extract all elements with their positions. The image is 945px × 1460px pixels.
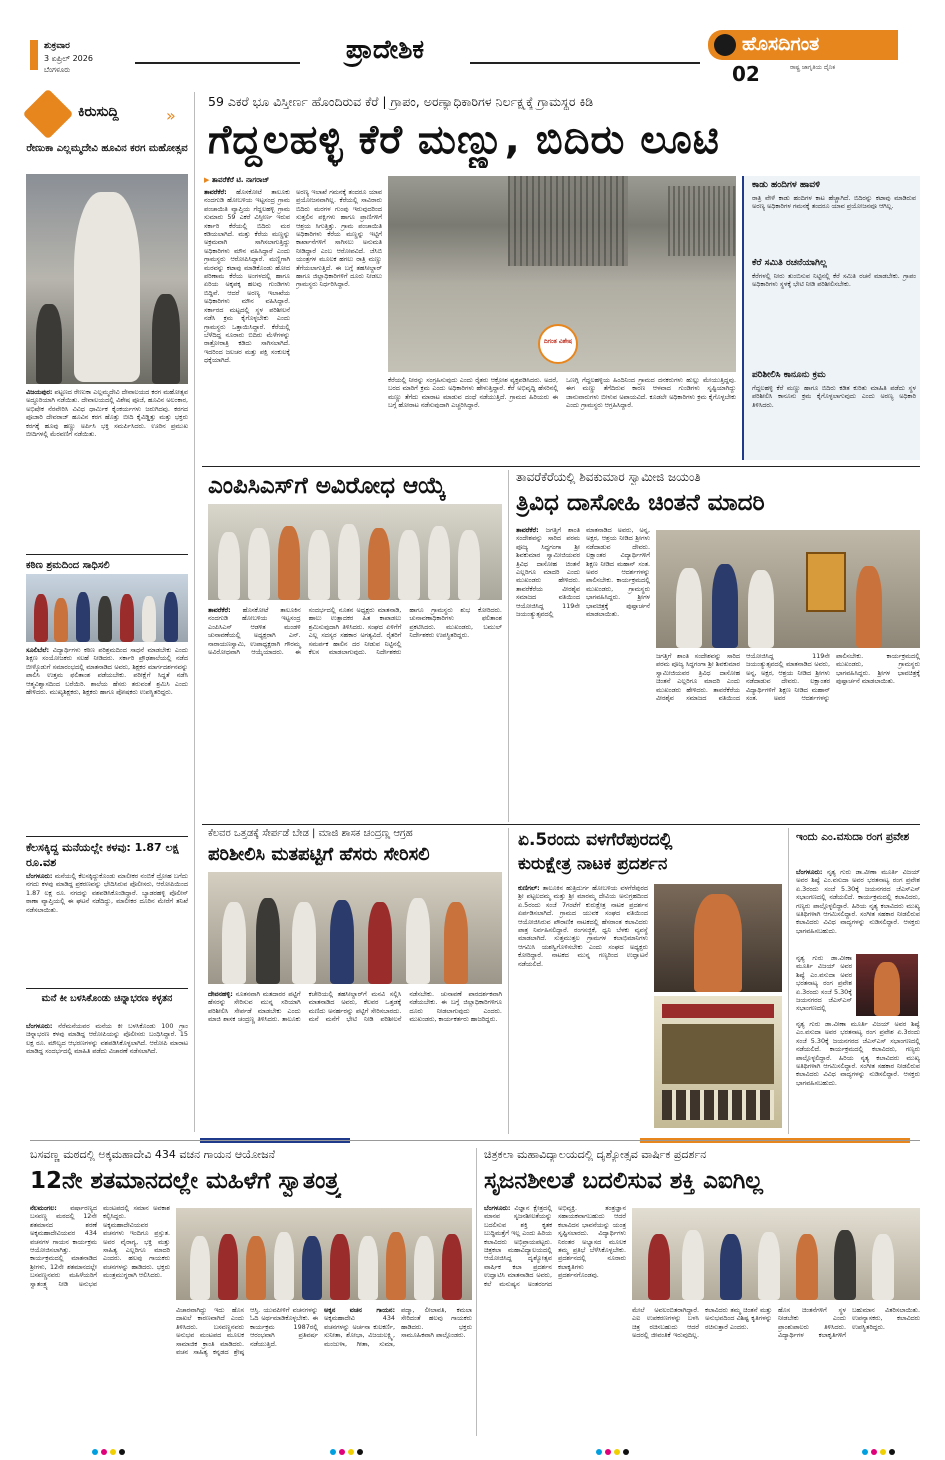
kelavara-body: ದೇವನಹಳ್ಳಿ: ನೂತನವಾಗಿ ಮತದಾರರ ಪಟ್ಟಿಗೆ ಹೆಸರನ್ನು ಸೇರಿಸುವ ಮುನ್ನ ಸರಿಯಾಗಿ ಪರಿಶೀಲಿಸಿ ಸೇರ್ಪಡೆ ಮಾಡಬೇಕು ಎಂದು ಮಾಜಿ ಶಾಸಕ ಚಂದ್ರಣ್ಣ ತಿಳಿಸಿದರು. ತಾಲೂಕು ಕಚೇರಿಯಲ್ಲಿ ತಹಸೀಲ್ದಾರ್‌ಗೆ ಮನವಿ ಸಲ್ಲಿಸಿ ಮಾತನಾಡಿದ ಅವರು, ಕೆಲವರ ಒತ್ತಡಕ್ಕೆ ಮಣಿದು ಅನರ್ಹರನ್ನು ಪಟ್ಟಿಗೆ ಸೇರಿಸಬಾರದು. ಮನೆ ಮನೆಗೆ ಭೇಟಿ ನೀಡಿ ಪರಿಶೀಲನೆ ನಡೆಸಬೇಕು. ಚುನಾವಣೆ ಪಾರದರ್ಶಕವಾಗಿ ನಡೆಯಬೇಕು. ಈ ಬಗ್ಗೆ ಜಿಲ್ಲಾಧಿಕಾರಿಗಳಿಗೂ ದೂರು ನೀಡಲಾಗುವುದು ಎಂದರು. ಮುಖಂಡರು, ಕಾರ್ಯಕರ್ತರು ಹಾಜರಿದ್ದರು. <box>208 990 502 1024</box>
chitrakala-body-right: ಹೊಸ ಚಿಂತನೆಗಳಿಗೆ ಸ್ಥಳ ನೀಡಬೇಕು ಎಂದು ಪ್ರಾಂಶುಪಾಲರು ತಿಳಿಸಿದರು. ವಿದ್ಯಾರ್ಥಿಗಳ ಕಲಾಕೃತಿಗಳಿಗೆ ಬಹುಮಾನ ವಿತರಿಸಲಾಯಿತು. ಉಪನ್ಯಾಸಕರು, ಕಲಾವಿದರು ಉಪಸ್ಥಿತರಿದ್ದರು. <box>778 1306 920 1340</box>
issue-date: 3 ಏಪ್ರಿಲ್ 2026 <box>44 54 93 63</box>
kelavara-kicker: ಕೆಲವರ ಒತ್ತಡಕ್ಕೆ ಸೇರ್ಪಡೆ ಬೇಡ | ಮಾಜಿ ಶಾಸಕ ಚಂದ್ರಣ್ಣ ಆಗ್ರಹ <box>208 828 413 839</box>
vasuda-body-top: ಬೆಂಗಳೂರು: ನೃತ್ಯ ಗುರು ಡಾ.ವೀಣಾ ಮೂರ್ತಿ ವಿಜಯ್ ಅವರ ಶಿಷ್ಯೆ ಎಂ.ವಸುದಾ ಅವರ ಭರತನಾಟ್ಯ ರಂಗ ಪ್ರವೇಶ ಏ.3ರಂದು ಸಂಜೆ 5.30ಕ್ಕೆ ಜಯನಗರದ ಜೆಎಸ್‌ಎಸ್ ಸಭಾಂಗಣದಲ್ಲಿ ನಡೆಯಲಿದೆ. ಕಾರ್ಯಕ್ರಮದಲ್ಲಿ ಕಲಾವಿದರು, ಗಣ್ಯರು ಪಾಲ್ಗೊಳ್ಳಲಿದ್ದಾರೆ. ಹಿರಿಯ ನೃತ್ಯ ಕಲಾವಿದರು ಮುಖ್ಯ ಅತಿಥಿಗಳಾಗಿ ಆಗಮಿಸಲಿದ್ದಾರೆ. ಸಂಗೀತ ಸಹಕಾರ ನೀಡಲಿರುವ ಕಲಾವಿದರು ವಿವಿಧ ವಾದ್ಯಗಳನ್ನು ನುಡಿಸಲಿದ್ದಾರೆ. ಆಸಕ್ತರು ಭಾಗವಹಿಸಬಹುದು. <box>796 868 920 935</box>
kirusuddi-header <box>26 92 188 138</box>
kurukshetra-headline-1: ಏ.5ರಂದು ವಳಗೆರೆಪುರದಲ್ಲಿ <box>518 830 673 850</box>
sidebar-body-2: ಕೆರೆಗಳಲ್ಲಿ ನೀರು ತುಂಬಿಸುವ ನಿಟ್ಟಿನಲ್ಲಿ ಕೆರೆ ಸಮಿತಿ ರಚನೆ ಮಾಡಬೇಕು. ಗ್ರಾಪಂ ಅಧಿಕಾರಿಗಳು ಸ್ಥಳಕ್ಕೆ ಭೇಟಿ ನೀಡಿ ಪರಿಶೀಲಿಸಬೇಕು. <box>752 272 916 289</box>
pointing-hand-icon <box>23 89 74 140</box>
kurukshetra-headline-2: ಕುರುಕ್ಷೇತ್ರ ನಾಟಕ ಪ್ರದರ್ಶನ <box>518 854 668 874</box>
lead-col2: ಅರಣ್ಯ ಇಲಾಖೆ ಗಮನಕ್ಕೆ ತಂದರೂ ಯಾವ ಪ್ರಯೋಜನವಾಗಿಲ್ಲ. ಕೆರೆಯಲ್ಲಿ ಸಾವಿರಾರು ಬಿದಿರು ಮರಗಳ ಗುಂಪು ಇರುವುದರಿಂದ ಸುತ್ತಲಿನ ಪಕ್ಷಿಗಳು ಹಾಗೂ ಪ್ರಾಣಿಗಳಿಗೆ ಆಶ್ರಯ ಸಿಗುತ್ತಿತ್ತು. ಗ್ರಾಮ ಪಂಚಾಯಿತಿ ಅಧಿಕಾರಿಗಳು ಕೆರೆಯ ಮಣ್ಣನ್ನು ಇಟ್ಟಿಗೆ ಕಾರ್ಖಾನೆಗಳಿಗೆ ಸಾಗಿಸಲು ಅನುಮತಿ ನೀಡಿದ್ದಾರೆ ಎಂಬ ಆರೋಪವಿದೆ. ಜೆಸಿಬಿ ಯಂತ್ರಗಳ ಮೂಲಕ ಹಗಲು ರಾತ್ರಿ ಮಣ್ಣು ತೆಗೆಯಲಾಗುತ್ತಿದೆ. ಈ ಬಗ್ಗೆ ತಹಸೀಲ್ದಾರ್ ಹಾಗೂ ಜಿಲ್ಲಾಧಿಕಾರಿಗಳಿಗೆ ದೂರು ನೀಡಲು ಗ್ರಾಮಸ್ಥರು ನಿರ್ಧರಿಸಿದ್ದಾರೆ. <box>296 188 382 289</box>
basavanna-body-mid: ವಿಚಾರವಾಗಿದ್ದು ಇದು ಹೊಸ ದಾಖಲೆ ಕಾರಣವಾಗಿದೆ ಎಂದು ತಿಳಿಸಿದರು. ಬಸವಣ್ಣನವರು ಅನುಭವ ಮಂಟಪದ ಮೂಲಕ ಸಾಮಾಜಿಕ ಕ್ರಾಂತಿ ಮಾಡಿದರು. ವಚನ ಸಾಹಿತ್ಯ ಕನ್ನಡದ ಶ್ರೇಷ್ಠ ಆಸ್ತಿ. ಯುವಪೀಳಿಗೆ ವಚನಗಳನ್ನು ಓದಿ ಅರ್ಥಮಾಡಿಕೊಳ್ಳಬೇಕು. ಈ ಕಾರ್ಯಕ್ರಮ 1987ರಲ್ಲಿ ಆರಂಭವಾಗಿ ಪ್ರತಿವರ್ಷ ನಡೆಯುತ್ತಿದೆ. <box>176 1306 318 1357</box>
lead-col3: ಕೆರೆಯಲ್ಲಿ ನೀರನ್ನು ಸಂಗ್ರಹಿಸುವುದು ಎಂದು ರೈತರು ಆಕ್ರೋಶ ವ್ಯಕ್ತಪಡಿಸಿದರು. ಅದರೆ, ಬರದ ಮಾರಿಗೆ ಕ್ರಮ ಎಂದು ಅಧಿಕಾರಿಗಳು ಹೇಳುತ್ತಿದ್ದಾರೆ. ಕೆರೆ ಅಭಿವೃದ್ಧಿ ಹೆಸರಿನಲ್ಲಿ ಮಣ್ಣು ತೆಗೆದು ಮಾರಾಟ ಮಾಡುವ ದಂಧೆ ನಡೆಯುತ್ತಿದೆ. ಗ್ರಾಮದ ಹಿರಿಯರು ಈ ಬಗ್ಗೆ ಹೋರಾಟ ನಡೆಸುವುದಾಗಿ ಎಚ್ಚರಿಸಿದ್ದಾರೆ. <box>388 376 558 410</box>
drama-character-photo <box>654 884 782 992</box>
kurukshetra-story <box>514 828 782 1134</box>
brief-headline-shrama: ಕಠಿಣ ಶ್ರಮದಿಂದ ಸಾಧಿಸಲಿ <box>26 560 110 571</box>
basavanna-body-left: ನೆಲಮಂಗಲ: ವರ್ಷಾರಣ್ಯದ ಬಸವಣ್ಣ ಮಠದಲ್ಲಿ 12ನೇ ಶತಮಾನದ ಶರಣೆ ಅಕ್ಕಮಹಾದೇವಿಯವರ 434 ವಚನಗಳ ಗಾಯನ ಕಾರ್ಯಕ್ರಮ ಆಯೋಜಿಸಲಾಗಿತ್ತು. ಕಾರ್ಯಕ್ರಮದಲ್ಲಿ ಮಾತನಾಡಿದ ಶ್ರೀಗಳು, 12ನೇ ಶತಮಾನದಲ್ಲೇ ಬಸವಣ್ಣನವರು ಮಹಿಳೆಯರಿಗೆ ಸ್ವಾತಂತ್ರ್ಯ ನೀಡಿ ಅನುಭವ ಮಂಟಪದಲ್ಲಿ ಸಮಾನ ಅವಕಾಶ ಕಲ್ಪಿಸಿದ್ದರು. ಅಕ್ಕಮಹಾದೇವಿಯವರ ವಚನಗಳು ಇಂದಿಗೂ ಪ್ರಸ್ತುತ. ಅವರ ವೈರಾಗ್ಯ, ಭಕ್ತಿ ಮತ್ತು ಸಾಹಿತ್ಯ ಎಲ್ಲರಿಗೂ ಮಾದರಿ ಎಂದರು. ಹಲವು ಗಾಯಕರು ವಚನಗಳನ್ನು ಹಾಡಿದರು. ಭಕ್ತರು ಮಂತ್ರಮುಗ್ಧರಾಗಿ ಆಲಿಸಿದರು. <box>30 1204 170 1288</box>
lead-col1: ತಾವರೆಕೆರೆ: ಹೊಸಕೋಟೆ ತಾಲೂಕು ನಂದಗುಡಿ ಹೋಬಳಿಯ ಇಟ್ಟಸಂದ್ರ ಗ್ರಾಮ ಪಂಚಾಯಿತಿ ವ್ಯಾಪ್ತಿಯ ಗೆದ್ದಲಹಳ್ಳಿ ಗ್ರಾಮ ಸುಮಾರು 59 ಎಕರೆ ವಿಸ್ತೀರ್ಣ ಇರುವ ಸರ್ಕಾರಿ ಕೆರೆಯಲ್ಲಿ ಬಿದಿರು ಮರ ಕಡಿಯಲಾಗಿದೆ. ಮತ್ತು ಕೆರೆಯ ಮಣ್ಣನ್ನು ಅಕ್ರಮವಾಗಿ ಸಾಗಿಸಲಾಗುತ್ತಿದ್ದು ಅಧಿಕಾರಿಗಳು ಮೌನ ವಹಿಸಿದ್ದಾರೆ ಎಂದು ಗ್ರಾಮಸ್ಥರು ಆರೋಪಿಸಿದ್ದಾರೆ. ಮಣ್ಣಿಗಾಗಿ ಮರವನ್ನು ಕಟಾವು ಮಾಡಿಕೊಂಡು ಹೋದ ಪರಿಣಾಮ ಕೆರೆಯ ಅಂಗಳದಲ್ಲಿ ಹಾಗೂ ಏರಿಯ ಅಕ್ಕಪಕ್ಕ ಹಲವು ಗುಂಡಿಗಳು ಬಿದ್ದಿವೆ. ಆದರೆ ಅರಣ್ಯ ಇಲಾಖೆಯ ಅಧಿಕಾರಿಗಳು ಮೌನ ವಹಿಸಿದ್ದಾರೆ. ಸರ್ಕಾರದ ಮಟ್ಟದಲ್ಲಿ ಸ್ಥಳ ಪರಿಶೀಲನೆ ನಡೆಸಿ ಕ್ರಮ ಕೈಗೊಳ್ಳಬೇಕು ಎಂದು ಗ್ರಾಮಸ್ಥರು ಒತ್ತಾಯಿಸಿದ್ದಾರೆ. ಕೆರೆಯಲ್ಲಿ ಬೆಳೆದಿದ್ದ ನೂರಾರು ಬಿದಿರು ಮೆಳೆಗಳನ್ನು ರಾತ್ರೋರಾತ್ರಿ ಕಡಿದು ಸಾಗಿಸಲಾಗಿದೆ. ಇದರಿಂದ ಜಲಚರ ಮತ್ತು ಪಕ್ಷಿ ಸಂಕುಲಕ್ಕೆ ಧಕ್ಕೆಯಾಗಿದೆ. <box>204 188 290 365</box>
basavanna-headline: 12ನೇ ಶತಮಾನದಲ್ಲೇ ಮಹಿಳೆಗೆ ಸ್ವಾತಂತ್ರ್ಯ <box>30 1168 343 1194</box>
stamp-text: ದಿಗಂತ ವಿಶೇಷ <box>543 338 573 345</box>
dancer-photo <box>856 954 918 1016</box>
sidebar-body-1: ರಾತ್ರಿ ವೇಳೆ ಕಾಡು ಹಂದಿಗಳ ಕಾಟ ಹೆಚ್ಚಾಗಿದೆ. ಬಿದಿರನ್ನು ಕಟಾವು ಮಾಡಿರುವ ಅರಣ್ಯ ಅಧಿಕಾರಿಗಳ ಗಮನಕ್ಕೆ ತಂದರೂ ಯಾವ ಪ್ರಯೋಜನವೂ ಆಗಿಲ್ಲ. <box>752 194 916 211</box>
vachana-gayana-photo <box>176 1208 472 1300</box>
masthead <box>0 0 945 88</box>
brief-body-shrama: ಸೂಲಿಬೆಲೆ: ವಿದ್ಯಾರ್ಥಿಗಳು ಕಠಿಣ ಪರಿಶ್ರಮದಿಂದ ಸಾಧನೆ ಮಾಡಬೇಕು ಎಂದು ಶಿಕ್ಷಣ ಸಂಯೋಜಕರು ಸಲಹೆ ನೀಡಿದರು. ಸರ್ಕಾರಿ ಪ್ರೌಢಶಾಲೆಯಲ್ಲಿ ನಡೆದ ಬೀಳ್ಕೊಡುಗೆ ಸಮಾರಂಭದಲ್ಲಿ ಮಾತನಾಡಿದ ಅವರು, ಶಿಕ್ಷಕರ ಮಾರ್ಗದರ್ಶನವನ್ನು ಪಾಲಿಸಿ ಉತ್ತಮ ಫಲಿತಾಂಶ ಪಡೆಯಬೇಕು. ಪರೀಕ್ಷೆಗೆ ಸಿದ್ಧತೆ ನಡೆಸಿ ಆತ್ಮವಿಶ್ವಾಸದಿಂದ ಬರೆಯಿರಿ. ಶಾಲೆಯ ಹೆಸರು ತರುವಂತೆ ಶ್ರಮಿಸಿ ಎಂದು ಹೇಳಿದರು. ಮುಖ್ಯಶಿಕ್ಷಕರು, ಶಿಕ್ಷಕರು ಹಾಗೂ ಪೋಷಕರು ಉಪಸ್ಥಿತರಿದ್ದರು. <box>26 646 188 697</box>
page-number: 02 <box>732 62 760 86</box>
kirusuddi-column <box>26 92 188 1132</box>
column-rule <box>194 92 195 1132</box>
divider <box>26 554 188 555</box>
lead-headline: ಗೆದ್ದಲಹಳ್ಳಿ ಕೆರೆ ಮಣ್ಣು, ಬಿದಿರು ಲೂಟಿ <box>208 117 720 163</box>
brief-body-renuka <box>26 388 188 548</box>
brief-text: ಪಟ್ಟಣದ ರೇಣುಕಾ ಎಲ್ಲಮ್ಮದೇವಿ ದೇವಾಲಯದ ಕರಗ ಮಹೋತ್ಸವ ಅದ್ಧೂರಿಯಾಗಿ ನಡೆಯಿತು. ದೇವಾಲಯದಲ್ಲಿ ವಿಶೇಷ ಪೂಜೆ, ಹೂವಿನ ಅಲಂಕಾರ, ಅಭಿಷೇಕ ನೆರವೇರಿಸಿ ವಿವಿಧ ಧಾರ್ಮಿಕ ಕೈಂಕರ್ಯಗಳು ಜರುಗಿದವು. ಕರಗದ ಪೂಜಾರಿ ದೇವರಾಜ್ ಹೂವಿನ ಕರಗ ಹೊತ್ತು ಬೀದಿ ಕೈವಿಡ್ಡಿತ್ತು ಮತ್ತು ಭಕ್ತರು ಕರಗಕ್ಕೆ ಹೂವು ಹಣ್ಣು ಅರ್ಪಿಸಿ ಭಕ್ತಿ ಸಮರ್ಪಿಸಿದರು. ಊರಿನ ಪ್ರಮುಖ ಬೀದಿಗಳಲ್ಲಿ ಮೆರವಣಿಗೆ ನಡೆಯಿತು. <box>26 388 188 439</box>
registration-marks <box>92 1440 128 1459</box>
divider <box>26 988 188 989</box>
column-rule <box>508 470 509 822</box>
shivakumar-kicker: ತಾವರೆಕೆರೆಯಲ್ಲಿ ಶಿವಕುಮಾರ ಸ್ವಾಮೀಜಿ ಜಯಂತಿ <box>516 470 701 484</box>
mpcs-story <box>202 470 502 822</box>
drama-poster <box>654 996 782 1128</box>
registration-marks <box>596 1440 632 1459</box>
digantha-vishesha-stamp <box>538 324 578 364</box>
sidebar-body-3: ಗೆದ್ದಲಹಳ್ಳಿ ಕೆರೆ ಮಣ್ಣು ಹಾಗೂ ಬಿದಿರು ಕಡಿತ ಕುರಿತು ಮಾಹಿತಿ ಪಡೆದು ಸ್ಥಳ ಪರಿಶೀಲಿಸಿ ಕಾನೂನು ಕ್ರಮ ಕೈಗೊಳ್ಳಲಾಗುವುದು ಎಂದು ಅರಣ್ಯ ಅಧಿಕಾರಿ ತಿಳಿಸಿದರು. <box>752 384 916 409</box>
chitrakala-kicker: ಚಿತ್ರಕಲಾ ಮಹಾವಿದ್ಯಾಲಯದಲ್ಲಿ ದೃಶ್ಯೋತ್ಸವ ವಾರ್ಷಿಕ ಪ್ರದರ್ಶನ <box>484 1148 707 1161</box>
chevron-right-icon: ▶ <box>204 176 210 184</box>
registration-marks <box>330 1440 366 1459</box>
shivakumar-story <box>514 470 920 822</box>
lead-col4: ಒಣಗ್ಗಿ ಗೆದ್ದಲಹಳ್ಳಿಯ ಹಿಂದಿನಿಂದ ಗ್ರಾಮದ ದನಕರುಗಳು ಹುಲ್ಲು ಮೇಯುತ್ತಿದ್ದವು. ಈಗ ಮಣ್ಣು ತೆಗೆದಿರುವ ಕಾರಣ ಆಳವಾದ ಗುಂಡಿಗಳು ಸೃಷ್ಟಿಯಾಗಿದ್ದು ಜಾನುವಾರುಗಳು ಬೀಳುವ ಅಪಾಯವಿದೆ. ಕೂಡಲೇ ಅಧಿಕಾರಿಗಳು ಕ್ರಮ ಕೈಗೊಳ್ಳಬೇಕು ಎಂದು ಗ್ರಾಮಸ್ಥರು ಆಗ್ರಹಿಸಿದ್ದಾರೆ. <box>566 376 736 410</box>
shivakumar-body-left: ತಾವರೆಕೆರೆ: ಜಗತ್ತಿಗೆ ಶಾಂತಿ ಸಂದೇಶವನ್ನು ಸಾರಿದ ಪರಮ ಪೂಜ್ಯ ಸಿದ್ಧಗಂಗಾ ಶ್ರೀ ಶಿವಕುಮಾರ ಸ್ವಾಮೀಜಿಯವರ ತ್ರಿವಿಧ ದಾಸೋಹ ಚಿಂತನೆ ಎಲ್ಲರಿಗೂ ಮಾದರಿ ಎಂದು ಮುಖಂಡರು ಹೇಳಿದರು. ತಾವರೆಕೆರೆಯ ವೀರಶೈವ ಸಮಾಜದ ವತಿಯಿಂದ ಆಯೋಜಿಸಿದ್ದ 119ನೇ ಜಯಂತ್ಯುತ್ಸವದಲ್ಲಿ ಮಾತನಾಡಿದ ಅವರು, ಅನ್ನ, ಅಕ್ಷರ, ಆಶ್ರಯ ನೀಡಿದ ಶ್ರೀಗಳು ನಡೆದಾಡುವ ದೇವರು. ಲಕ್ಷಾಂತರ ವಿದ್ಯಾರ್ಥಿಗಳಿಗೆ ಶಿಕ್ಷಣ ನೀಡಿದ ಮಹಾನ್ ಸಂತ. ಅವರ ಆದರ್ಶಗಳನ್ನು ಪಾಲಿಸಬೇಕು. ಕಾರ್ಯಕ್ರಮದಲ್ಲಿ ಮುಖಂಡರು, ಗ್ರಾಮಸ್ಥರು ಭಾಗವಹಿಸಿದ್ದರು. ಶ್ರೀಗಳ ಭಾವಚಿತ್ರಕ್ಕೆ ಪುಷ್ಪಾರ್ಚನೆ ಮಾಡಲಾಯಿತು. <box>516 526 650 619</box>
portrait-frame <box>806 552 846 612</box>
column-rule <box>508 828 509 1134</box>
chitrakala-headline: ಸೃಜನಶೀಲತೆ ಬದಲಿಸುವ ಶಕ್ತಿ ಎಐಗಿಲ್ಲ <box>484 1168 763 1194</box>
vasuda-headline: ಇಂದು ಎಂ.ವಸುದಾ ರಂಗ ಪ್ರವೇಶ <box>796 831 910 843</box>
shivakumar-headline: ತ್ರಿವಿಧ ದಾಸೋಹಿ ಚಿಂತನೆ ಮಾದರಿ <box>516 490 765 516</box>
lotus-icon <box>714 34 736 56</box>
brief-body-key: ಬೆಂಗಳೂರು: ನೆರೆಮನೆಯವರ ಮನೆಯ ಕೀ ಬಳಸಿಕೊಂಡು 100 ಗ್ರಾಂ ಚಿನ್ನಾಭರಣ ಕಳವು ಮಾಡಿದ್ದ ಆರೋಪಿಯನ್ನು ಪೊಲೀಸರು ಬಂಧಿಸಿದ್ದಾರೆ. 15 ಲಕ್ಷ ರೂ. ಮೌಲ್ಯದ ಆಭರಣಗಳನ್ನು ವಶಪಡಿಸಿಕೊಳ್ಳಲಾಗಿದೆ. ಆರೋಪಿ ಮಾರಾಟ ಮಾಡಿದ್ದ ಸಂದರ್ಭದಲ್ಲಿ ಮಾಹಿತಿ ಪಡೆದು ವಿಚಾರಣೆ ನಡೆಸಲಾಗಿದೆ. <box>26 1022 188 1056</box>
column-rule <box>476 1148 477 1436</box>
lead-story <box>202 92 920 464</box>
brief-headline-kalavu: ಕೆಲಸಕ್ಕಿದ್ದ ಮನೆಯಲ್ಲೇ ಕಳವು: 1.87 ಲಕ್ಷ ರೂ.ವಶ <box>26 841 179 869</box>
paper-name: ಹೊಸದಿಗಂತ <box>742 33 820 55</box>
sidebar-head-3: ಪರಿಶೀಲಿಸಿ ಕಾನೂನು ಕ್ರಮ <box>752 370 826 380</box>
mpcs-photo <box>208 504 502 600</box>
folio-left-bar <box>30 40 38 70</box>
brief-headline-key: ಮನೆ ಕೀ ಬಳಸಿಕೊಂಡು ಚಿನ್ನಾಭರಣ ಕಳ್ಳತನ <box>41 993 173 1004</box>
column-rule <box>788 828 789 1134</box>
chevron-right-icon: » <box>166 106 176 125</box>
vasuda-body-left: ನೃತ್ಯ ಗುರು ಡಾ.ವೀಣಾ ಮೂರ್ತಿ ವಿಜಯ್ ಅವರ ಶಿಷ್ಯೆ ಎಂ.ವಸುದಾ ಅವರ ಭರತನಾಟ್ಯ ರಂಗ ಪ್ರವೇಶ ಏ.3ರಂದು ಸಂಜೆ 5.30ಕ್ಕೆ ಜಯನಗರದ ಜೆಎಸ್‌ಎಸ್ ಸಭಾಂಗಣದಲ್ಲಿ <box>796 954 852 1013</box>
vasuda-body-bottom: ನೃತ್ಯ ಗುರು ಡಾ.ವೀಣಾ ಮೂರ್ತಿ ವಿಜಯ್ ಅವರ ಶಿಷ್ಯೆ ಎಂ.ವಸುದಾ ಅವರ ಭರತನಾಟ್ಯ ರಂಗ ಪ್ರವೇಶ ಏ.3ರಂದು ಸಂಜೆ 5.30ಕ್ಕೆ ಜಯನಗರದ ಜೆಎಸ್‌ಎಸ್ ಸಭಾಂಗಣದಲ್ಲಿ ನಡೆಯಲಿದೆ. ಕಾರ್ಯಕ್ರಮದಲ್ಲಿ ಕಲಾವಿದರು, ಗಣ್ಯರು ಪಾಲ್ಗೊಳ್ಳಲಿದ್ದಾರೆ. ಹಿರಿಯ ನೃತ್ಯ ಕಲಾವಿದರು ಮುಖ್ಯ ಅತಿಥಿಗಳಾಗಿ ಆಗಮಿಸಲಿದ್ದಾರೆ. ಸಂಗೀತ ಸಹಕಾರ ನೀಡಲಿರುವ ಕಲಾವಿದರು ವಿವಿಧ ವಾದ್ಯಗಳನ್ನು ನುಡಿಸಲಿದ್ದಾರೆ. ಆಸಕ್ತರು ಭಾಗವಹಿಸಬಹುದು. <box>796 1020 920 1087</box>
lead-sidebar <box>742 176 920 460</box>
chitrakala-body-left: ಬೆಂಗಳೂರು: ವಿಜ್ಞಾನ ಕ್ಷೇತ್ರದಲ್ಲಿ ಮಾನವ ಸೃಜನಶೀಲತೆಯನ್ನು ಬದಲಿಸುವ ಶಕ್ತಿ ಕೃತಕ ಬುದ್ಧಿಮತ್ತೆಗೆ ಇಲ್ಲ ಎಂದು ಹಿರಿಯ ಕಲಾವಿದರು ಅಭಿಪ್ರಾಯಪಟ್ಟರು. ಚಿತ್ರಕಲಾ ಮಹಾವಿದ್ಯಾಲಯದಲ್ಲಿ ಆಯೋಜಿಸಿದ್ದ ದೃಶ್ಯೋತ್ಸವ ವಾರ್ಷಿಕ ಕಲಾ ಪ್ರದರ್ಶನ ಉದ್ಘಾಟಿಸಿ ಮಾತನಾಡಿದ ಅವರು, ಕಲೆ ಮನುಷ್ಯನ ಅಂತರಂಗದ ಅಭಿವ್ಯಕ್ತಿ. ತಂತ್ರಜ್ಞಾನ ಸಹಾಯಕವಾಗಬಹುದು ಆದರೆ ಕಲಾವಿದನ ಭಾವನೆಯನ್ನು ಯಂತ್ರ ಸೃಷ್ಟಿಸಲಾರದು. ವಿದ್ಯಾರ್ಥಿಗಳು ನಿರಂತರ ಅಭ್ಯಾಸದ ಮೂಲಕ ತಮ್ಮ ಪ್ರತಿಭೆ ಬೆಳೆಸಿಕೊಳ್ಳಬೇಕು. ಪ್ರದರ್ಶನದಲ್ಲಿ ನೂರಾರು ಕಲಾಕೃತಿಗಳು ಪ್ರದರ್ಶನಗೊಂಡವು. <box>484 1204 626 1288</box>
chitrakala-story <box>482 1148 920 1436</box>
divider <box>202 824 920 825</box>
brief-headline-renuka: ರೇಣುಕಾ ಎಲ್ಲಮ್ಮದೇವಿ ಹೂವಿನ ಕರಗ ಮಹೋತ್ಸವ <box>26 143 188 154</box>
kelavara-headline: ಪರಿಶೀಲಿಸಿ ಮತಪಟ್ಟಿಗೆ ಹೆಸರು ಸೇರಿಸಲಿ <box>208 844 430 865</box>
byline-name: ತಾವರೆಕೆರೆ ಟಿ. ನಾಗರಾಜ್ <box>211 176 270 184</box>
mpcs-body: ತಾವರೆಕೆರೆ: ಹೊಸಕೋಟೆ ತಾಲೂಕಿನ ನಂದಗುಡಿ ಹೋಬಳಿಯ ಇಟ್ಟಸಂದ್ರ ಎಂಪಿಸಿಎಸ್ ಆಡಳಿತ ಮಂಡಳಿ ಚುನಾವಣೆಯಲ್ಲಿ ಅಧ್ಯಕ್ಷರಾಗಿ ಎನ್. ನಾರಾಯಣಸ್ವಾಮಿ, ಉಪಾಧ್ಯಕ್ಷರಾಗಿ ಗೌರಮ್ಮ ಅವಿರೋಧವಾಗಿ ಆಯ್ಕೆಯಾದರು. ಈ ಸಂದರ್ಭದಲ್ಲಿ ನೂತನ ಅಧ್ಯಕ್ಷರು ಮಾತನಾಡಿ, ಹಾಲು ಉತ್ಪಾದಕರ ಹಿತ ಕಾಪಾಡಲು ಶ್ರಮಿಸುವುದಾಗಿ ತಿಳಿಸಿದರು. ಸಂಘದ ಏಳಿಗೆಗೆ ಎಲ್ಲ ಸದಸ್ಯರ ಸಹಕಾರ ಅಗತ್ಯವಿದೆ. ರೈತರಿಗೆ ಸಮರ್ಪಕ ಹಾಲಿನ ದರ ನೀಡುವ ನಿಟ್ಟಿನಲ್ಲಿ ಕೆಲಸ ಮಾಡಲಾಗುವುದು. ನಿರ್ದೇಶಕರು ಹಾಗೂ ಗ್ರಾಮಸ್ಥರು ಶುಭ ಕೋರಿದರು. ಚುನಾವಣಾಧಿಕಾರಿಗಳು ಫಲಿತಾಂಶ ಪ್ರಕಟಿಸಿದರು. ಮುಖಂಡರು, ಬಮುಲ್ ನಿರ್ದೇಶಕರು ಉಪಸ್ಥಿತರಿದ್ದರು. <box>208 606 502 657</box>
brief-dateline: ವಿಜಯಪುರ: <box>26 388 53 396</box>
basavanna-kicker: ಬಸವಣ್ಣ ಮಠದಲ್ಲಿ ಅಕ್ಕಮಹಾದೇವಿ 434 ವಚನ ಗಾಯನ ಆಯೋಜನೆ <box>30 1148 276 1161</box>
lead-kicker: 59 ಎಕರೆ ಭೂ ವಿಸ್ತೀರ್ಣ ಹೊಂದಿರುವ ಕೆರೆ | ಗ್ರಾಪಂ, ಅರಣ್ಯಾಧಿಕಾರಿಗಳ ನಿರ್ಲಕ್ಷ್ಯಕ್ಕೆ ಗ್ರಾಮಸ್ಥರ ಕಿಡಿ <box>208 94 594 109</box>
paper-tagline: ರಾಷ್ಟ್ರ ಜಾಗೃತಿಯ ದೈನಿಕ <box>790 64 836 71</box>
kelavara-story <box>202 828 502 1134</box>
shivakumar-photo <box>656 530 920 648</box>
basavanna-story <box>26 1148 472 1436</box>
issue-day: ಶುಕ್ರವಾರ <box>44 41 70 51</box>
kelavara-photo <box>208 872 502 984</box>
karaga-photo <box>26 174 188 384</box>
paper-logo <box>708 30 898 60</box>
mpcs-headline: ಎಂಪಿಸಿಎಸ್‌ಗೆ ಅವಿರೋಧ ಆಯ್ಕೆ <box>208 473 446 499</box>
byline <box>204 176 382 185</box>
brief-body-kalavu: ಬೆಂಗಳೂರು: ಮನೆಯಲ್ಲಿ ಕೆಲಸಕ್ಕಿದ್ದುಕೊಂಡು ಮಾಲೀಕರ ನಂಬಿಕೆ ದ್ರೋಹ ಬಗೆದು ನಗದು ಕಳವು ಮಾಡಿದ್ದ ಪ್ರಕರಣವನ್ನು ಭೇದಿಸಿರುವ ಪೊಲೀಸರು, ಆರೋಪಿಯಿಂದ 1.87 ಲಕ್ಷ ರೂ. ನಗದನ್ನು ವಶಪಡಿಸಿಕೊಂಡಿದ್ದಾರೆ. ಬ್ಯಾಡರಹಳ್ಳಿ ಪೊಲೀಸ್ ಠಾಣಾ ವ್ಯಾಪ್ತಿಯಲ್ಲಿ ಈ ಘಟನೆ ನಡೆದಿದ್ದು, ಮಾಲೀಕರ ದೂರಿನ ಮೇರೆಗೆ ತನಿಖೆ ನಡೆಸಲಾಯಿತು. <box>26 872 188 914</box>
section-title: ಪ್ರಾದೇಶಿಕ <box>300 35 470 66</box>
issue-city: ಬೆಂಗಳೂರು <box>44 66 71 74</box>
kurukshetra-body: ಕುಣಿಗಲ್: ತಾಲೂಕಿನ ಹುತ್ರಿದುರ್ಗ ಹೋಬಳಿಯ ವಳಗೆರೆಪುರದ ಶ್ರೀ ಪಟ್ಟಲದಮ್ಮ ಮತ್ತು ಶ್ರೀ ಮಾರಮ್ಮ ದೇವಿಯ ಅನುಗ್ರಹದಿಂದ ಏ.5ರಂದು ಸಂಜೆ 7ಗಂಟೆಗೆ ಕುರುಕ್ಷೇತ್ರ ನಾಟಕ ಪ್ರದರ್ಶನ ಏರ್ಪಡಿಸಲಾಗಿದೆ. ಗ್ರಾಮದ ಯುವಕ ಸಂಘದ ವತಿಯಿಂದ ಆಯೋಜಿಸಿರುವ ಪೌರಾಣಿಕ ನಾಟಕದಲ್ಲಿ ಹೆಸರಾಂತ ಕಲಾವಿದರು ಪಾತ್ರ ನಿರ್ವಹಿಸಲಿದ್ದಾರೆ. ರಂಗಸಜ್ಜಿಕೆ, ಧ್ವನಿ ಬೆಳಕು ವ್ಯವಸ್ಥೆ ಮಾಡಲಾಗಿದೆ. ಸುತ್ತಮುತ್ತಲ ಗ್ರಾಮಗಳ ಕಲಾಭಿಮಾನಿಗಳು ಆಗಮಿಸಿ ಯಶಸ್ವಿಗೊಳಿಸಬೇಕು ಎಂದು ಸಂಘದ ಅಧ್ಯಕ್ಷರು ಕೋರಿದ್ದಾರೆ. ನಾಟಕದ ಮುನ್ನ ಗಣ್ಯರಿಂದ ಉದ್ಘಾಟನೆ ನಡೆಯಲಿದೆ. <box>518 884 648 968</box>
sidebar-head-1: ಕಾಡು ಹಂದಿಗಳ ಹಾವಳಿ <box>752 180 820 190</box>
section-bar-line <box>30 1140 920 1141</box>
school-photo <box>26 574 188 642</box>
vasuda-story <box>794 828 920 1134</box>
divider <box>26 836 188 837</box>
kirusuddi-label: ಕಿರುಸುದ್ದಿ <box>78 104 119 120</box>
sidebar-head-2: ಕೆರೆ ಸಮಿತಿ ರಚನೆಯಾಗಿಲ್ಲ <box>752 258 827 268</box>
shivakumar-body-right: ಜಗತ್ತಿಗೆ ಶಾಂತಿ ಸಂದೇಶವನ್ನು ಸಾರಿದ ಪರಮ ಪೂಜ್ಯ ಸಿದ್ಧಗಂಗಾ ಶ್ರೀ ಶಿವಕುಮಾರ ಸ್ವಾಮೀಜಿಯವರ ತ್ರಿವಿಧ ದಾಸೋಹ ಚಿಂತನೆ ಎಲ್ಲರಿಗೂ ಮಾದರಿ ಎಂದು ಮುಖಂಡರು ಹೇಳಿದರು. ತಾವರೆಕೆರೆಯ ವೀರಶೈವ ಸಮಾಜದ ವತಿಯಿಂದ ಆಯೋಜಿಸಿದ್ದ 119ನೇ ಜಯಂತ್ಯುತ್ಸವದಲ್ಲಿ ಮಾತನಾಡಿದ ಅವರು, ಅನ್ನ, ಅಕ್ಷರ, ಆಶ್ರಯ ನೀಡಿದ ಶ್ರೀಗಳು ನಡೆದಾಡುವ ದೇವರು. ಲಕ್ಷಾಂತರ ವಿದ್ಯಾರ್ಥಿಗಳಿಗೆ ಶಿಕ್ಷಣ ನೀಡಿದ ಮಹಾನ್ ಸಂತ. ಅವರ ಆದರ್ಶಗಳನ್ನು ಪಾಲಿಸಬೇಕು. ಕಾರ್ಯಕ್ರಮದಲ್ಲಿ ಮುಖಂಡರು, ಗ್ರಾಮಸ್ಥರು ಭಾಗವಹಿಸಿದ್ದರು. ಶ್ರೀಗಳ ಭಾವಚಿತ್ರಕ್ಕೆ ಪುಷ್ಪಾರ್ಚನೆ ಮಾಡಲಾಯಿತು. <box>656 652 920 703</box>
registration-marks <box>862 1440 898 1459</box>
chitrakala-body-mid: ಮೇಲೆ ಅವಲಂಬಿತರಾಗಿದ್ದಾರೆ. ಎಐ ಉಪಕರಣಗಳನ್ನು ಬಳಸಿ ಚಿತ್ರ ರಚಿಸಬಹುದು ಆದರೆ ಅದರಲ್ಲಿ ಜೀವಂತಿಕೆ ಇರುವುದಿಲ್ಲ. ಕಲಾವಿದರು ತಮ್ಮ ಚಿಂತನೆ ಮತ್ತು ಅನುಭವದಿಂದ ವಿಶಿಷ್ಟ ಕೃತಿಗಳನ್ನು ರಚಿಸುತ್ತಾರೆ ಎಂದರು. <box>632 1306 772 1340</box>
art-exhibition-photo <box>632 1208 920 1300</box>
lake-photo <box>388 176 736 372</box>
basavanna-body-right: ಅಕ್ಕನ ವಚನ ಗಾಯನ: ಅಕ್ಕಮಹಾದೇವಿ 434 ವಚನಗಳನ್ನು ಅರ್ಚನಾ ಕುಲಕರ್ಣಿ, ಸುನೀತಾ, ಶೋಭಾ, ವಿಜಯಲಕ್ಷ್ಮಿ, ಮಂಜುಳಾ, ಗೀತಾ, ಸುಮಾ, ಪದ್ಮಾ, ಲೀಲಾವತಿ, ಕಮಲಾ ಸೇರಿದಂತೆ ಹಲವು ಗಾಯಕರು ಹಾಡಿದರು. ಭಕ್ತರು ಸಾಮೂಹಿಕವಾಗಿ ಪಾಲ್ಗೊಂಡರು. <box>324 1306 472 1348</box>
divider <box>202 466 920 467</box>
